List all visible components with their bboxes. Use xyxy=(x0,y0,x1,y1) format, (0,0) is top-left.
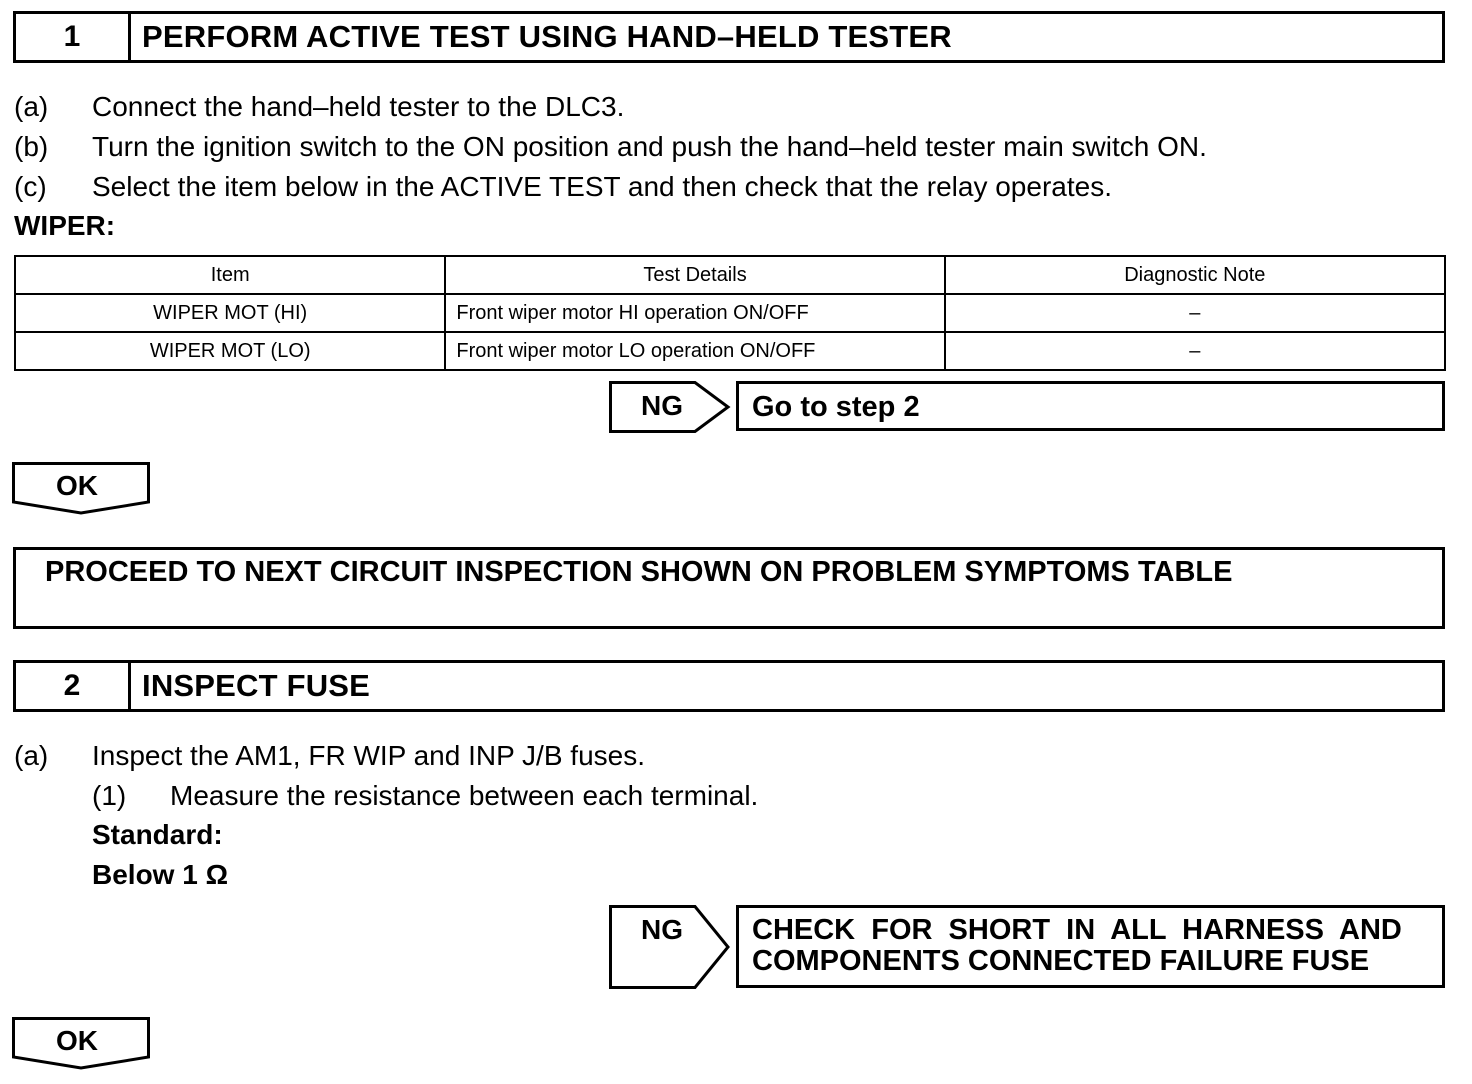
instruction-label: (c) xyxy=(14,171,47,202)
table-header-cell: Item xyxy=(15,256,445,294)
step-number: 1 xyxy=(16,14,131,60)
table-cell: WIPER MOT (HI) xyxy=(15,294,445,332)
active-test-table xyxy=(14,255,1446,371)
instruction-text: Select the item below in the ACTIVE TEST and then check that the relay operates. xyxy=(92,171,1112,202)
ok-action-box xyxy=(13,547,1445,629)
ok-tag xyxy=(12,462,150,516)
ng-tag xyxy=(609,905,733,989)
table-header-cell: Test Details xyxy=(445,256,944,294)
table-row xyxy=(15,294,1445,332)
ng-action-text-line1: CHECK FOR SHORT IN ALL HARNESS AND xyxy=(752,914,1402,946)
ok-tag xyxy=(12,1017,150,1071)
ng-action-box xyxy=(736,905,1445,988)
instruction-text: Connect the hand–held tester to the DLC3. xyxy=(92,91,625,122)
ng-tag xyxy=(609,381,733,433)
wiper-heading: WIPER: xyxy=(14,210,116,241)
table-cell: WIPER MOT (LO) xyxy=(15,332,445,370)
ng-action-text-line2: COMPONENTS CONNECTED FAILURE FUSE xyxy=(752,945,1370,977)
step-number: 2 xyxy=(16,663,131,709)
step-title: INSPECT FUSE xyxy=(142,668,371,703)
step-2-header xyxy=(13,660,1445,712)
table-cell: Front wiper motor HI operation ON/OFF xyxy=(445,294,944,332)
ok-action-text: PROCEED TO NEXT CIRCUIT INSPECTION SHOWN ON PROBLEM SYMPTOMS TABLE xyxy=(45,556,1233,588)
ng-action-text: Go to step 2 xyxy=(752,391,920,423)
instruction-label: (a) xyxy=(14,91,49,122)
instruction-label: (b) xyxy=(14,131,49,162)
table-row xyxy=(15,332,1445,370)
step-title: PERFORM ACTIVE TEST USING HAND–HELD TESTER xyxy=(142,19,952,54)
table-cell: Front wiper motor LO operation ON/OFF xyxy=(445,332,944,370)
table-header-cell: Diagnostic Note xyxy=(945,256,1445,294)
instruction-label: (a) xyxy=(14,740,49,771)
sub-instruction-label: (1) xyxy=(92,780,127,811)
ok-label: OK xyxy=(56,1025,98,1056)
instruction-text: Inspect the AM1, FR WIP and INP J/B fuses. xyxy=(92,740,645,771)
ng-label: NG xyxy=(641,390,683,421)
table-cell: – xyxy=(945,332,1445,370)
instruction-text: Turn the ignition switch to the ON position and push the hand–held tester main switch ON. xyxy=(92,131,1207,162)
ng-label: NG xyxy=(641,914,683,945)
ok-label: OK xyxy=(56,470,98,501)
table-header-row xyxy=(15,256,1445,294)
table-cell: – xyxy=(945,294,1445,332)
sub-instruction-text: Measure the resistance between each terminal. xyxy=(170,780,759,811)
standard-value: Below 1 Ω xyxy=(92,859,229,890)
standard-label: Standard: xyxy=(92,819,223,850)
step-1-header xyxy=(13,11,1445,63)
ng-action-box xyxy=(736,381,1445,431)
